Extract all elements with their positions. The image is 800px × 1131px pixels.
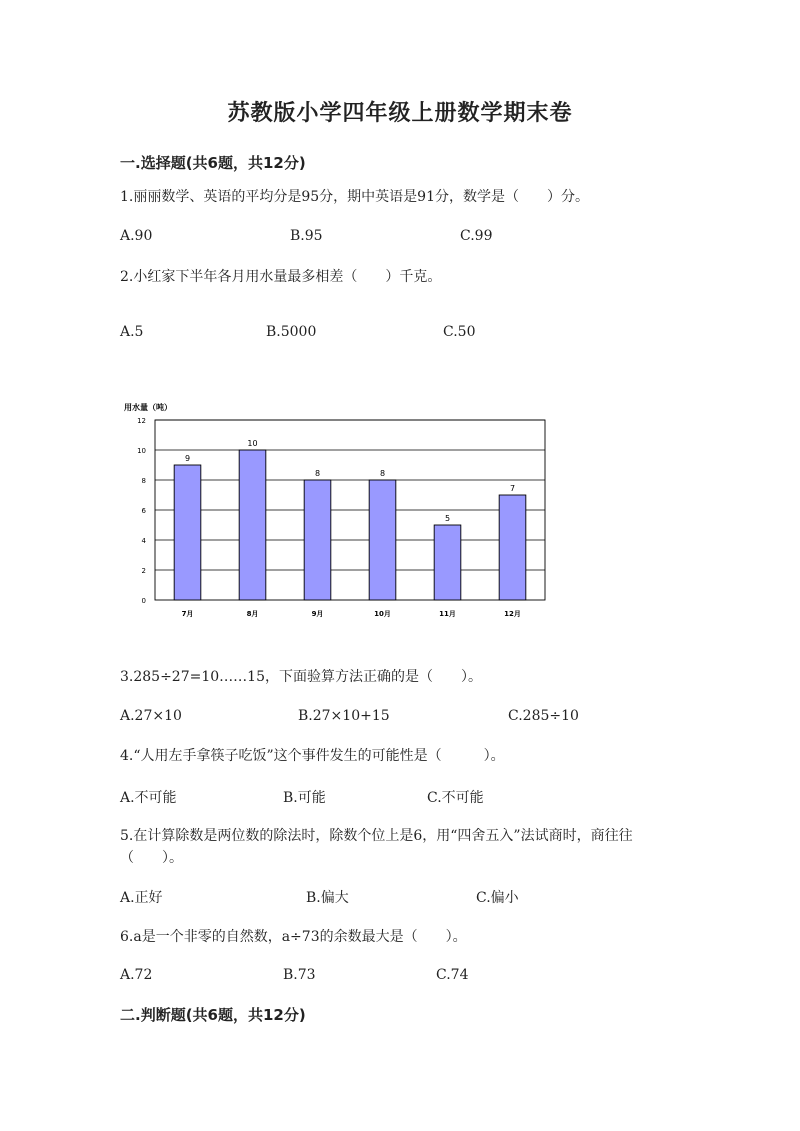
q1-option-a: A.90 xyxy=(120,228,153,244)
q5-option-b: B.偏大 xyxy=(306,890,349,906)
question-6: 6.a是一个非零的自然数，a÷73的余数最大是（ ）。 xyxy=(120,929,467,945)
x-tick-label: 10月 xyxy=(374,610,391,618)
x-tick-label: 12月 xyxy=(504,610,521,618)
question-3: 3.285÷27=10……15，下面验算方法正确的是（ ）。 xyxy=(120,669,482,685)
q3-option-c: C.285÷10 xyxy=(508,708,579,724)
question-5: 5.在计算除数是两位数的除法时，除数个位上是6，用“四舍五入”法试商时，商往往（ ）。 xyxy=(120,828,633,866)
q5-option-c: C.偏小 xyxy=(476,890,519,906)
section-heading-judgment: 二.判断题(共6题，共12分) xyxy=(120,1006,306,1024)
q4-option-a: A.不可能 xyxy=(120,790,177,806)
bar-data-label: 7 xyxy=(509,484,516,493)
y-tick-label: 12 xyxy=(137,417,146,425)
x-tick-label: 7月 xyxy=(181,610,194,618)
water-usage-bar-chart xyxy=(120,398,560,630)
question-2: 2.小红家下半年各月用水量最多相差（ ）千克。 xyxy=(120,269,442,285)
q1-option-b: B.95 xyxy=(290,228,323,244)
q3-option-b: B.27×10+15 xyxy=(298,708,390,724)
bar-data-label: 8 xyxy=(314,469,321,478)
bar xyxy=(239,450,266,600)
bar-data-label: 5 xyxy=(444,514,451,523)
q3-option-a: A.27×10 xyxy=(120,708,182,724)
q5-option-a: A.正好 xyxy=(120,890,163,906)
y-tick-label: 0 xyxy=(141,597,146,605)
q6-option-b: B.73 xyxy=(283,967,316,983)
q2-option-a: A.5 xyxy=(120,324,144,340)
section-heading-choice: 一.选择题(共6题，共12分) xyxy=(120,154,306,172)
q6-option-a: A.72 xyxy=(120,967,153,983)
x-tick-label: 9月 xyxy=(311,610,324,618)
bar xyxy=(434,525,461,600)
y-tick-label: 6 xyxy=(141,507,146,515)
q6-option-c: C.74 xyxy=(436,967,469,983)
y-tick-label: 2 xyxy=(141,567,146,575)
bar-data-label: 10 xyxy=(247,439,258,448)
q1-option-c: C.99 xyxy=(460,228,493,244)
q4-option-c: C.不可能 xyxy=(427,790,484,806)
bar-data-label: 9 xyxy=(184,454,191,463)
question-4: 4.“人用左手拿筷子吃饭”这个事件发生的可能性是（ ）。 xyxy=(120,748,505,764)
y-tick-label: 8 xyxy=(141,477,146,485)
y-tick-label: 10 xyxy=(137,447,146,455)
y-tick-label: 4 xyxy=(141,537,146,545)
bar xyxy=(499,495,526,600)
x-tick-label: 11月 xyxy=(439,610,456,618)
x-tick-label: 8月 xyxy=(246,610,259,618)
bar xyxy=(304,480,331,600)
bar xyxy=(174,465,201,600)
y-axis-label: 用水量（吨） xyxy=(124,403,172,412)
q4-option-b: B.可能 xyxy=(283,790,326,806)
bar-data-label: 8 xyxy=(379,469,386,478)
question-1: 1.丽丽数学、英语的平均分是95分，期中英语是91分，数学是（ ）分。 xyxy=(120,189,589,205)
q2-option-c: C.50 xyxy=(443,324,476,340)
bar xyxy=(369,480,396,600)
q2-option-b: B.5000 xyxy=(266,324,317,340)
page-title: 苏教版小学四年级上册数学期末卷 xyxy=(227,101,573,126)
